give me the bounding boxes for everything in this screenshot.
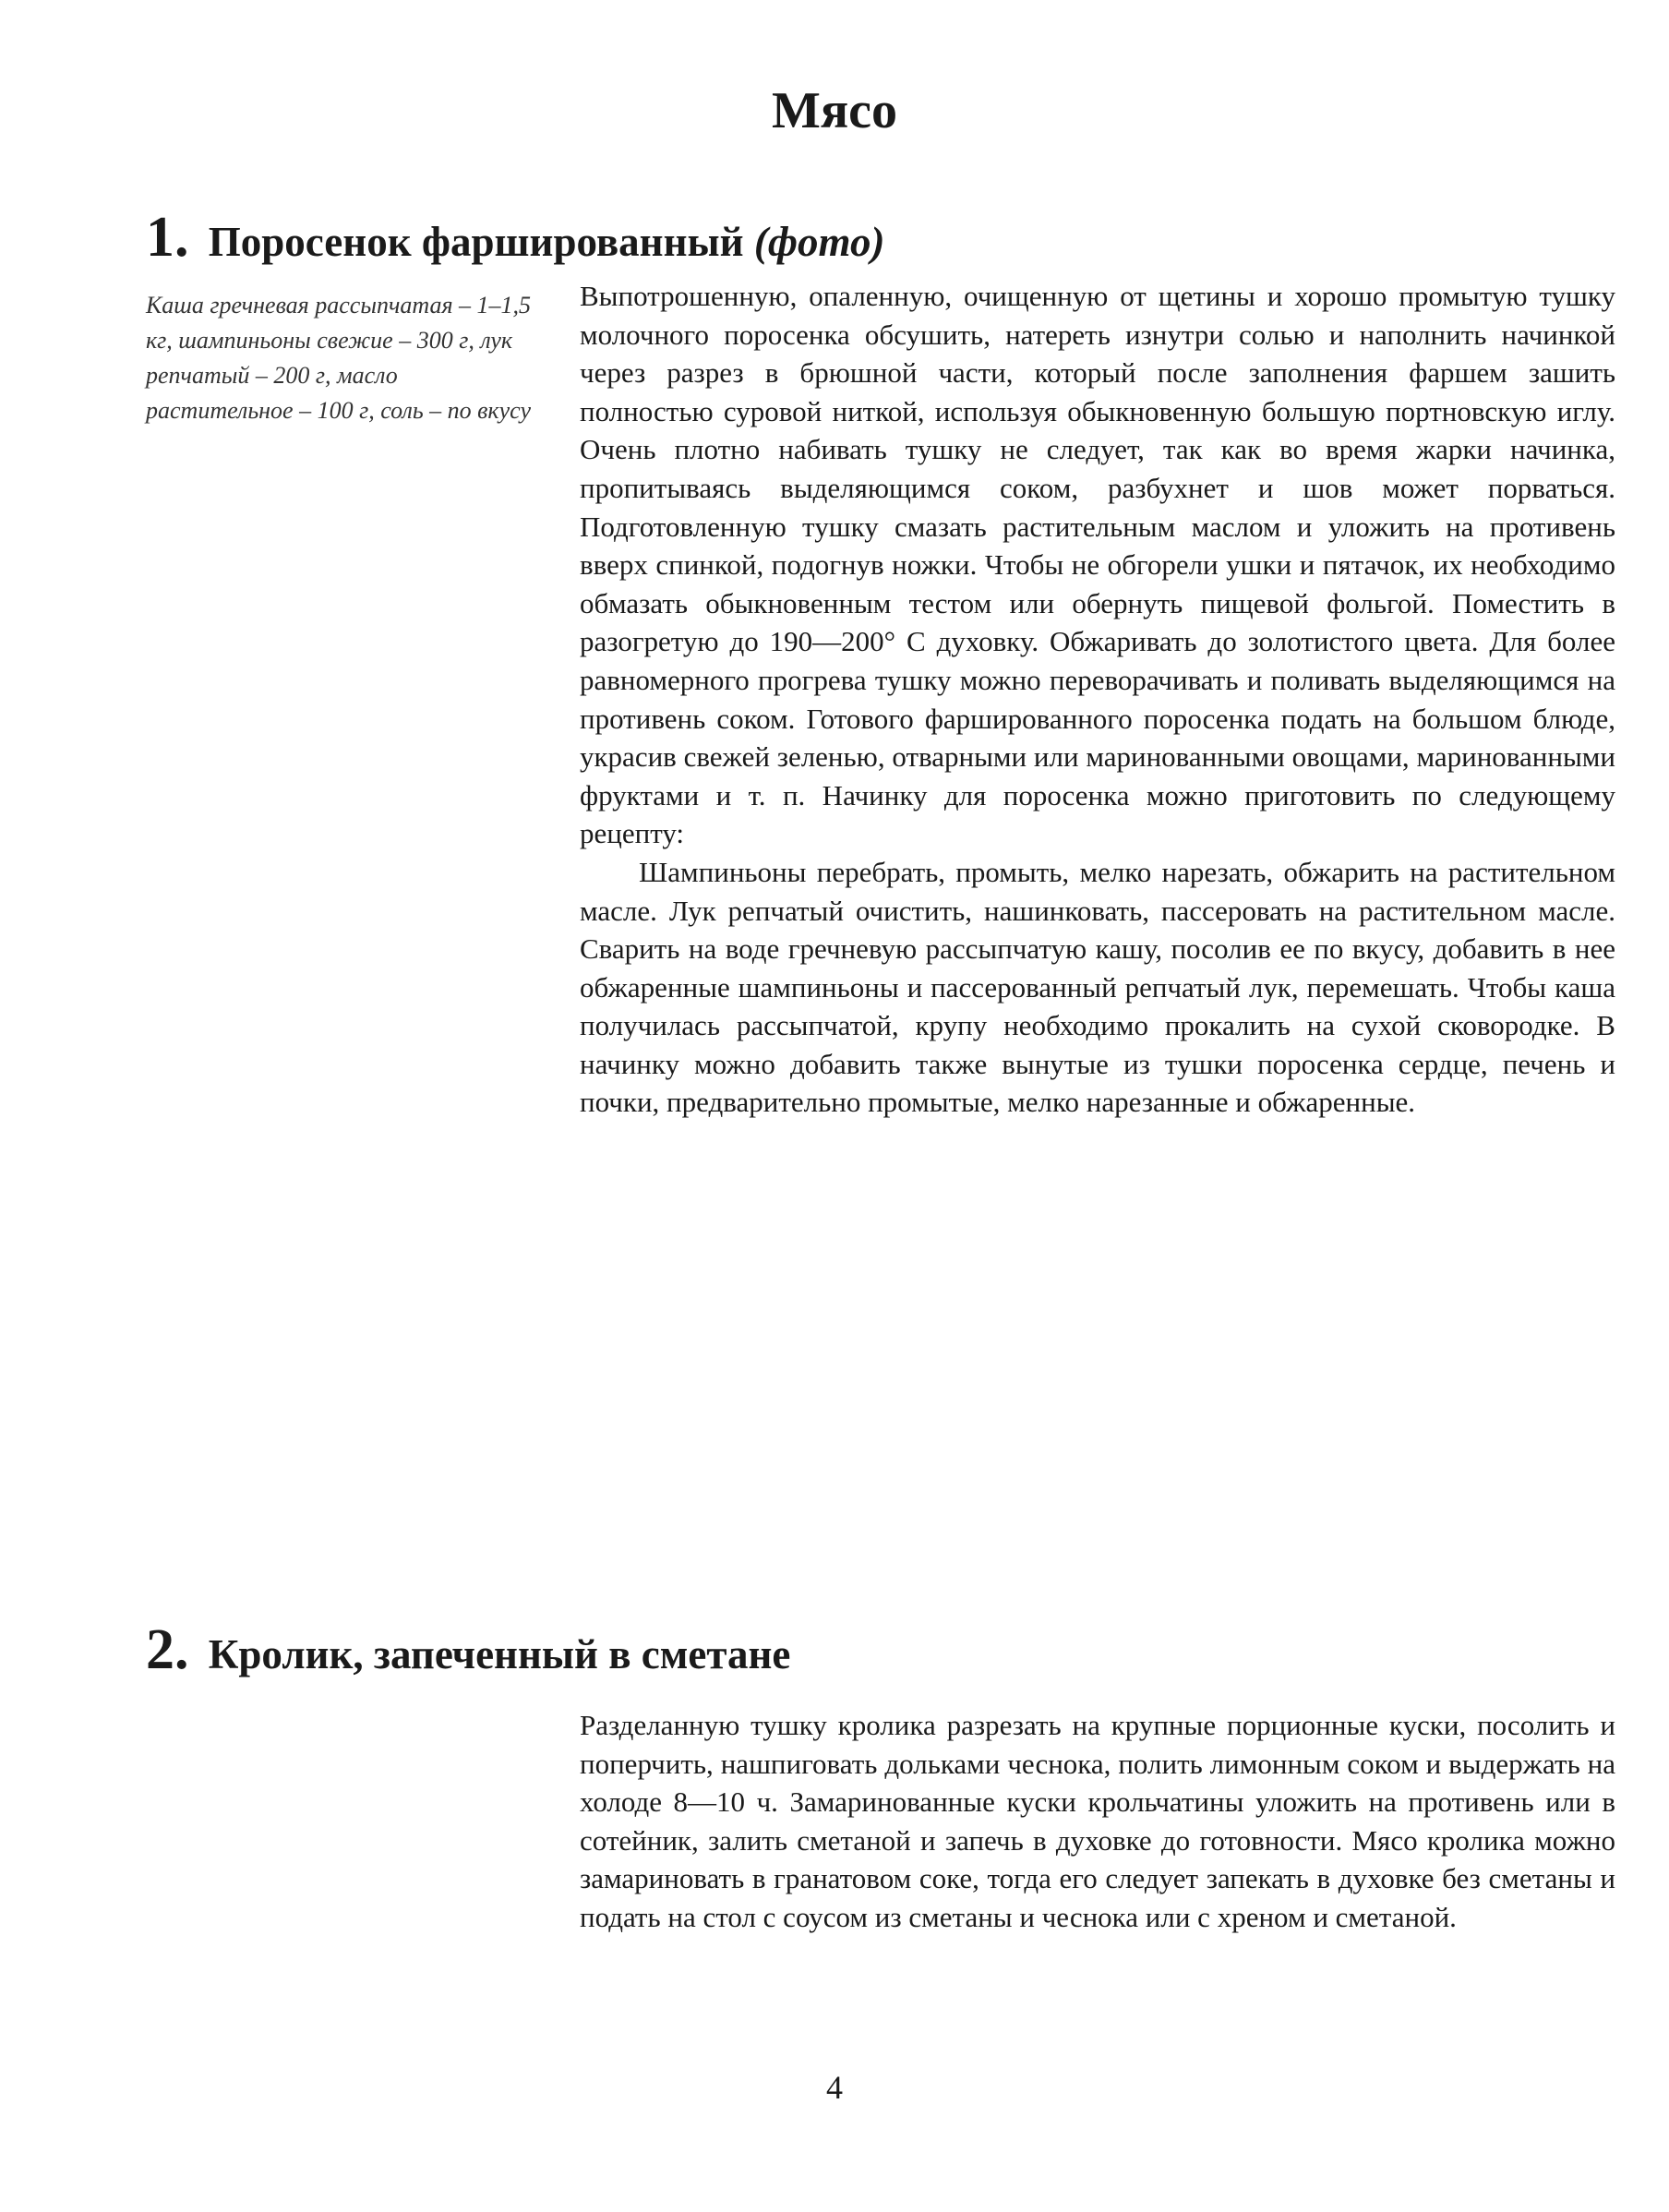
recipe-1-number: 1.	[146, 206, 189, 269]
page-number: 4	[826, 2069, 843, 2106]
recipe-1-ingredients: Каша гречневая рассыпчатая – 1–1,5 кг, шампиньоны свежие – 300 г, лук репчатый – 200 г, масло растительное – 100 г, соль – по вкусу	[146, 292, 532, 424]
recipe-2-title: Кролик, запеченный в сметане	[208, 1631, 791, 1677]
recipe-1-title: Поросенок фаршированный	[208, 219, 744, 265]
recipe-2-instructions	[580, 1706, 1615, 1937]
recipe-2-heading	[146, 1617, 790, 1683]
chapter-title: Мясо	[771, 82, 897, 139]
recipe-2-number: 2.	[146, 1618, 189, 1681]
recipe-1-instructions	[580, 277, 1615, 1122]
recipe-1-heading	[146, 205, 884, 270]
recipe-1-photo-note: (фото)	[753, 219, 885, 265]
recipe-2-paragraph-1: Разделанную тушку кролика разрезать на крупные порционные куски, посолить и поперчить, нашпиговать дольками чеснока, полить лимонным соком и выдержать на холоде 8—10 ч. Замаринованные куски крольчатины уложить на противень или в сотейник, залить сметаной и запечь в духовке до готовности. Мясо кролика можно замариновать в гранатовом соке, тогда его следует запекать в духовке без сметаны и подать на стол с соусом из сметаны и чеснока или с хреном и сметаной.	[580, 1709, 1615, 1933]
recipe-1-paragraph-2: Шампиньоны перебрать, промыть, мелко нарезать, обжарить на растительном масле. Лук репчатый очистить, нашинковать, пассеровать на растительном масле. Сварить на воде гречневую рассыпчатую кашу, посолив ее по вкусу, добавить в нее обжаренные шампиньоны и пассерованный репчатый лук, перемешать. Чтобы каша получилась рассыпчатой, крупу необходимо прокалить на сухой сковородке. В начинку можно добавить также вынутые из тушки поросенка сердце, печень и почки, предварительно промытые, мелко нарезанные и обжаренные.	[580, 855, 1615, 1119]
recipe-1-paragraph-1: Выпотрошенную, опаленную, очищенную от щетины и хорошо промытую тушку молочного поросенка обсушить, натереть изнутри солью и наполнить начинкой через разрез в брюшной части, который после заполнения фаршем зашить полностью суровой ниткой, используя обыкновенную большую портновскую иглу. Очень плотно набивать тушку не следует, так как во время жарки начинка, пропитываясь выделяющимся соком, разбухнет и шов может порваться. Подготовленную тушку смазать растительным маслом и уложить на противень вверх спинкой, подогнув ножки. Чтобы не обгорели ушки и пятачок, их необходимо обмазать обыкновенным тестом или обернуть пищевой фольгой. Поместить в разогретую до 190—200° С духовку. Обжаривать до золотистого цвета. Для более равномерного прогрева тушку можно переворачивать и поливать выделяющимся на противень соком. Готового фаршированного поросенка подать на большом блюде, украсив свежей зеленью, отварными или маринованными овощами, маринованными фруктами и т. п. Начинку для поросенка можно приготовить по следующему рецепту:	[580, 280, 1615, 850]
